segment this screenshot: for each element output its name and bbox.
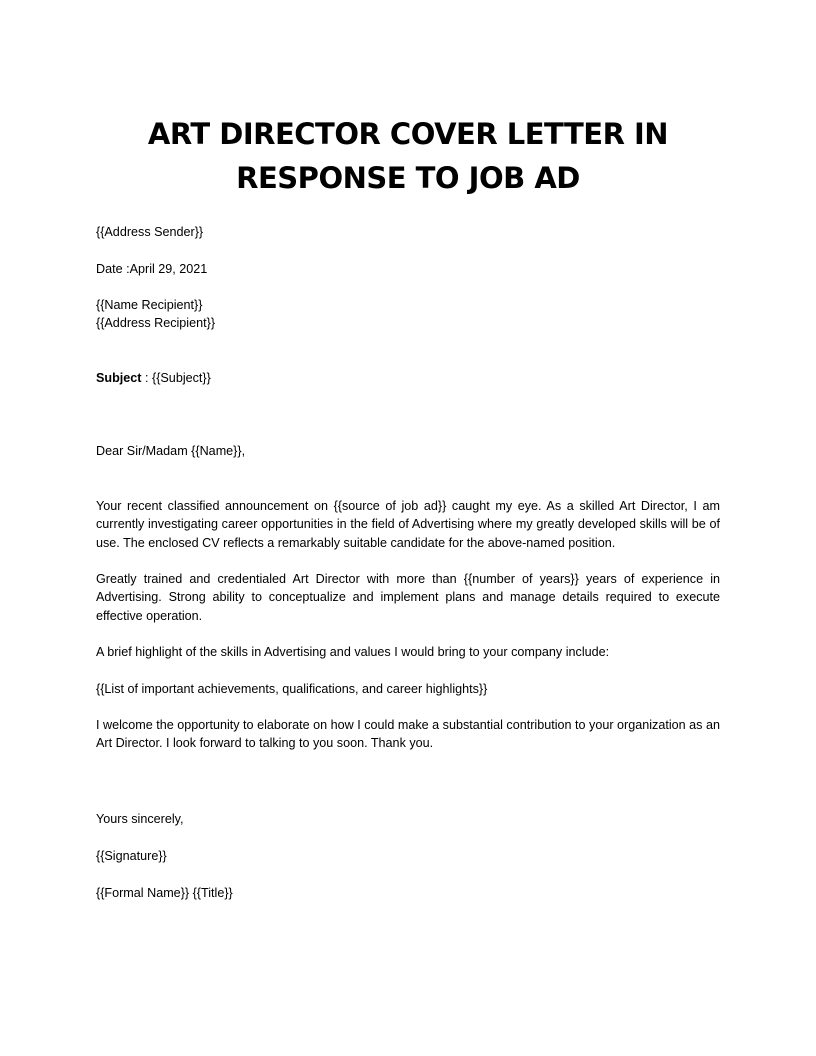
paragraph-qualifications: Greatly trained and credentialed Art Director with more than {{number of years}} years of experience in Advertising. Strong ability to conceptualize and implement plans and manage details required to execute effective operation.	[96, 572, 720, 623]
salutation: Dear Sir/Madam {{Name}},	[96, 444, 246, 458]
title-line-1: ART DIRECTOR COVER LETTER IN	[147, 117, 669, 151]
address-recipient: {{Address Recipient}}	[96, 316, 216, 330]
title-line-2: RESPONSE TO JOB AD	[236, 161, 580, 195]
paragraph-closing: I welcome the opportunity to elaborate on how I could make a substantial contribution to your organization as an Art Director. I look forward to talking to you soon. Thank you.	[96, 718, 720, 751]
paragraph-highlights-intro: A brief highlight of the skills in Advertising and values I would bring to your company include:	[96, 645, 610, 659]
subject-value: : {{Subject}}	[141, 371, 211, 385]
subject-line	[96, 369, 720, 387]
name-recipient: {{Name Recipient}}	[96, 298, 203, 312]
formal-name-title: {{Formal Name}} {{Title}}	[96, 886, 233, 900]
subject-label: Subject	[96, 371, 142, 385]
paragraph-achievements: {{List of important achievements, qualifications, and career highlights}}	[96, 682, 488, 696]
letter-date: Date :April 29, 2021	[96, 262, 208, 276]
address-sender: {{Address Sender}}	[96, 225, 204, 239]
signature: {{Signature}}	[96, 849, 167, 863]
paragraph-intro: Your recent classified announcement on {{source of job ad}} caught my eye. As a skilled Art Director, I am currently investigating career opportunities in the field of Advertising where my greatly developed skills will be of use. The enclosed CV reflects a remarkably suitable candidate for the above-named position.	[96, 499, 720, 550]
document-title	[96, 112, 720, 200]
closing-phrase: Yours sincerely,	[96, 812, 184, 826]
